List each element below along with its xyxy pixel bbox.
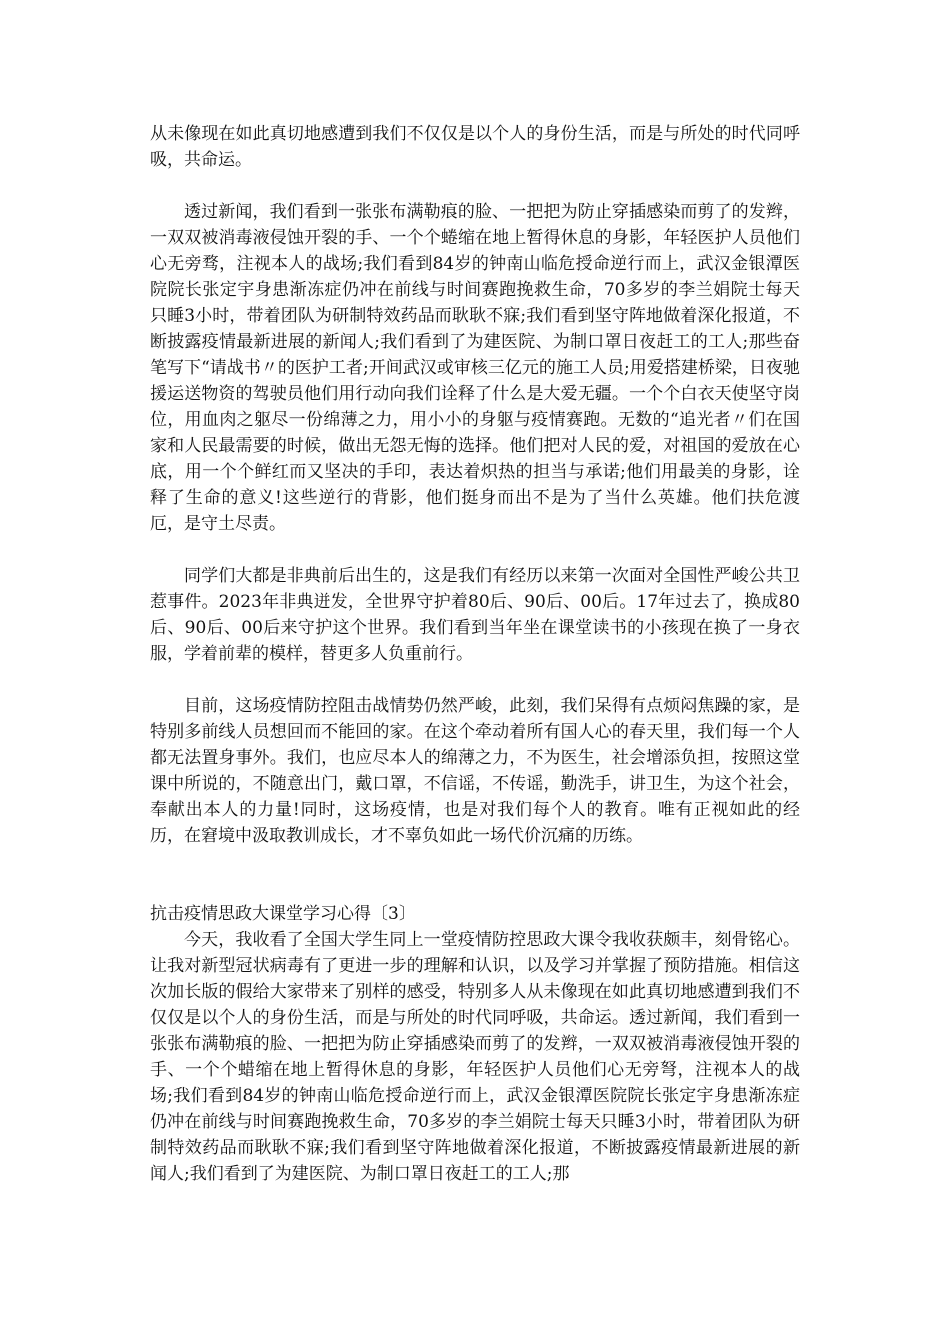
paragraph-section-body: 今天，我收看了全国大学生同上一堂疫情防控思政大课令我收获颇丰，刻骨铭心。让我对新型冠状病毒有了更进一步的理解和认识，以及学习并掌握了预防措施。相信这次加长版的假给大家带来了别样的感受，特别多人从未像现在如此真切地感遭到我们不仅仅是以个人的身份生活，而是与所处的时代同呼吸，共命运。透过新闻，我们看到一张张布满勒痕的脸、一把把为防止穿插感染而剪了的发辫，一双双被消毒液侵蚀开裂的手、一个个蜡缩在地上暂得休息的身影，年轻医护人员他们心无旁弩，注视本人的战场;我们看到84岁的钟南山临危授命逆行而上，武汉金银潭医院院长张定宇身患渐冻症仍冲在前线与时间赛跑挽救生命，70多岁的李兰娟院士每天只睡3小时，带着团队为研制特效药品而耿耿不寐;我们看到坚守阵地做着深化报道，不断披露疫情最新进展的新闻人;我们看到了为建医院、为制口罩日夜赶工的工人;那: [150, 930, 800, 1184]
section-title: 抗击疫情思政大课堂学习心得〔3〕: [150, 904, 416, 924]
paragraph-intro: 从未像现在如此真切地感遭到我们不仅仅是以个人的身份生活，而是与所处的时代同呼吸，共命运。: [150, 124, 800, 170]
document-page: [150, 121, 800, 1187]
paragraph-news: 透过新闻，我们看到一张张布满勒痕的脸、一把把为防止穿插感染而剪了的发辫，一双双被消毒液侵蚀开裂的手、一个个蜷缩在地上暂得休息的身影，年轻医护人员他们心无旁骛，注视本人的战场;我们看到84岁的钟南山临危授命逆行而上，武汉金银潭医院院长张定宇身患渐冻症仍冲在前线与时间赛跑挽救生命，70多岁的李兰娟院士每天只睡3小时，带着团队为研制特效药品而耿耿不寐;我们看到坚守阵地做着深化报道，不断披露疫情最新进展的新闻人;我们看到了为建医院、为制口罩日夜赶工的工人;那些奋笔写下“请战书〃的医护工者;开间武汉或审核三亿元的施工人员;用爱搭建桥梁，日夜驰援运送物资的驾驶员他们用行动向我们诠释了什么是大爱无疆。一个个白衣天使坚守岗位，用血肉之躯尽一份绵薄之力，用小小的身躯与疫情赛跑。无数的“追光者〃们在国家和人民最需要的时候，做出无怨无悔的选择。他们把对人民的爱，对祖国的爱放在心底，用一个个鲜红而又坚决的手印，表达着炽热的担当与承诺;他们用最美的身影，诠释了生命的意义!这些逆行的背影，他们挺身而出不是为了当什么英雄。他们扶危渡厄，是守土尽责。: [150, 202, 800, 534]
section-spacer: [150, 875, 800, 901]
paragraph-students: 同学们大都是非典前后出生的，这是我们有经历以来第一次面对全国性严峻公共卫惹事件。2023年非典迸发，全世界守护着80后、90后、00后。17年过去了，换成80后、90后、00后来守护这个世界。我们看到当年坐在课堂读书的小孩现在换了一身衣服，学着前辈的模样，替更多人负重前行。: [150, 566, 800, 664]
paragraph-current: 目前，这场疫情防控阻击战情势仍然严峻，此刻，我们呆得有点烦闷焦躁的家，是特别多前线人员想回而不能回的家。在这个牵动着所有国人心的春天里，我们每一个人都无法置身事外。我们，也应尽本人的绵薄之力，不为医生，社会增添负担，按照这堂课中所说的，不随意出门，戴口罩，不信谣，不传谣，勤洗手，讲卫生，为这个社会，奉献出本人的力量!同时，这场疫情，也是对我们每个人的教育。唯有正视如此的经历，在窘境中汲取教训成长，才不辜负如此一场代价沉痛的历练。: [150, 696, 800, 846]
